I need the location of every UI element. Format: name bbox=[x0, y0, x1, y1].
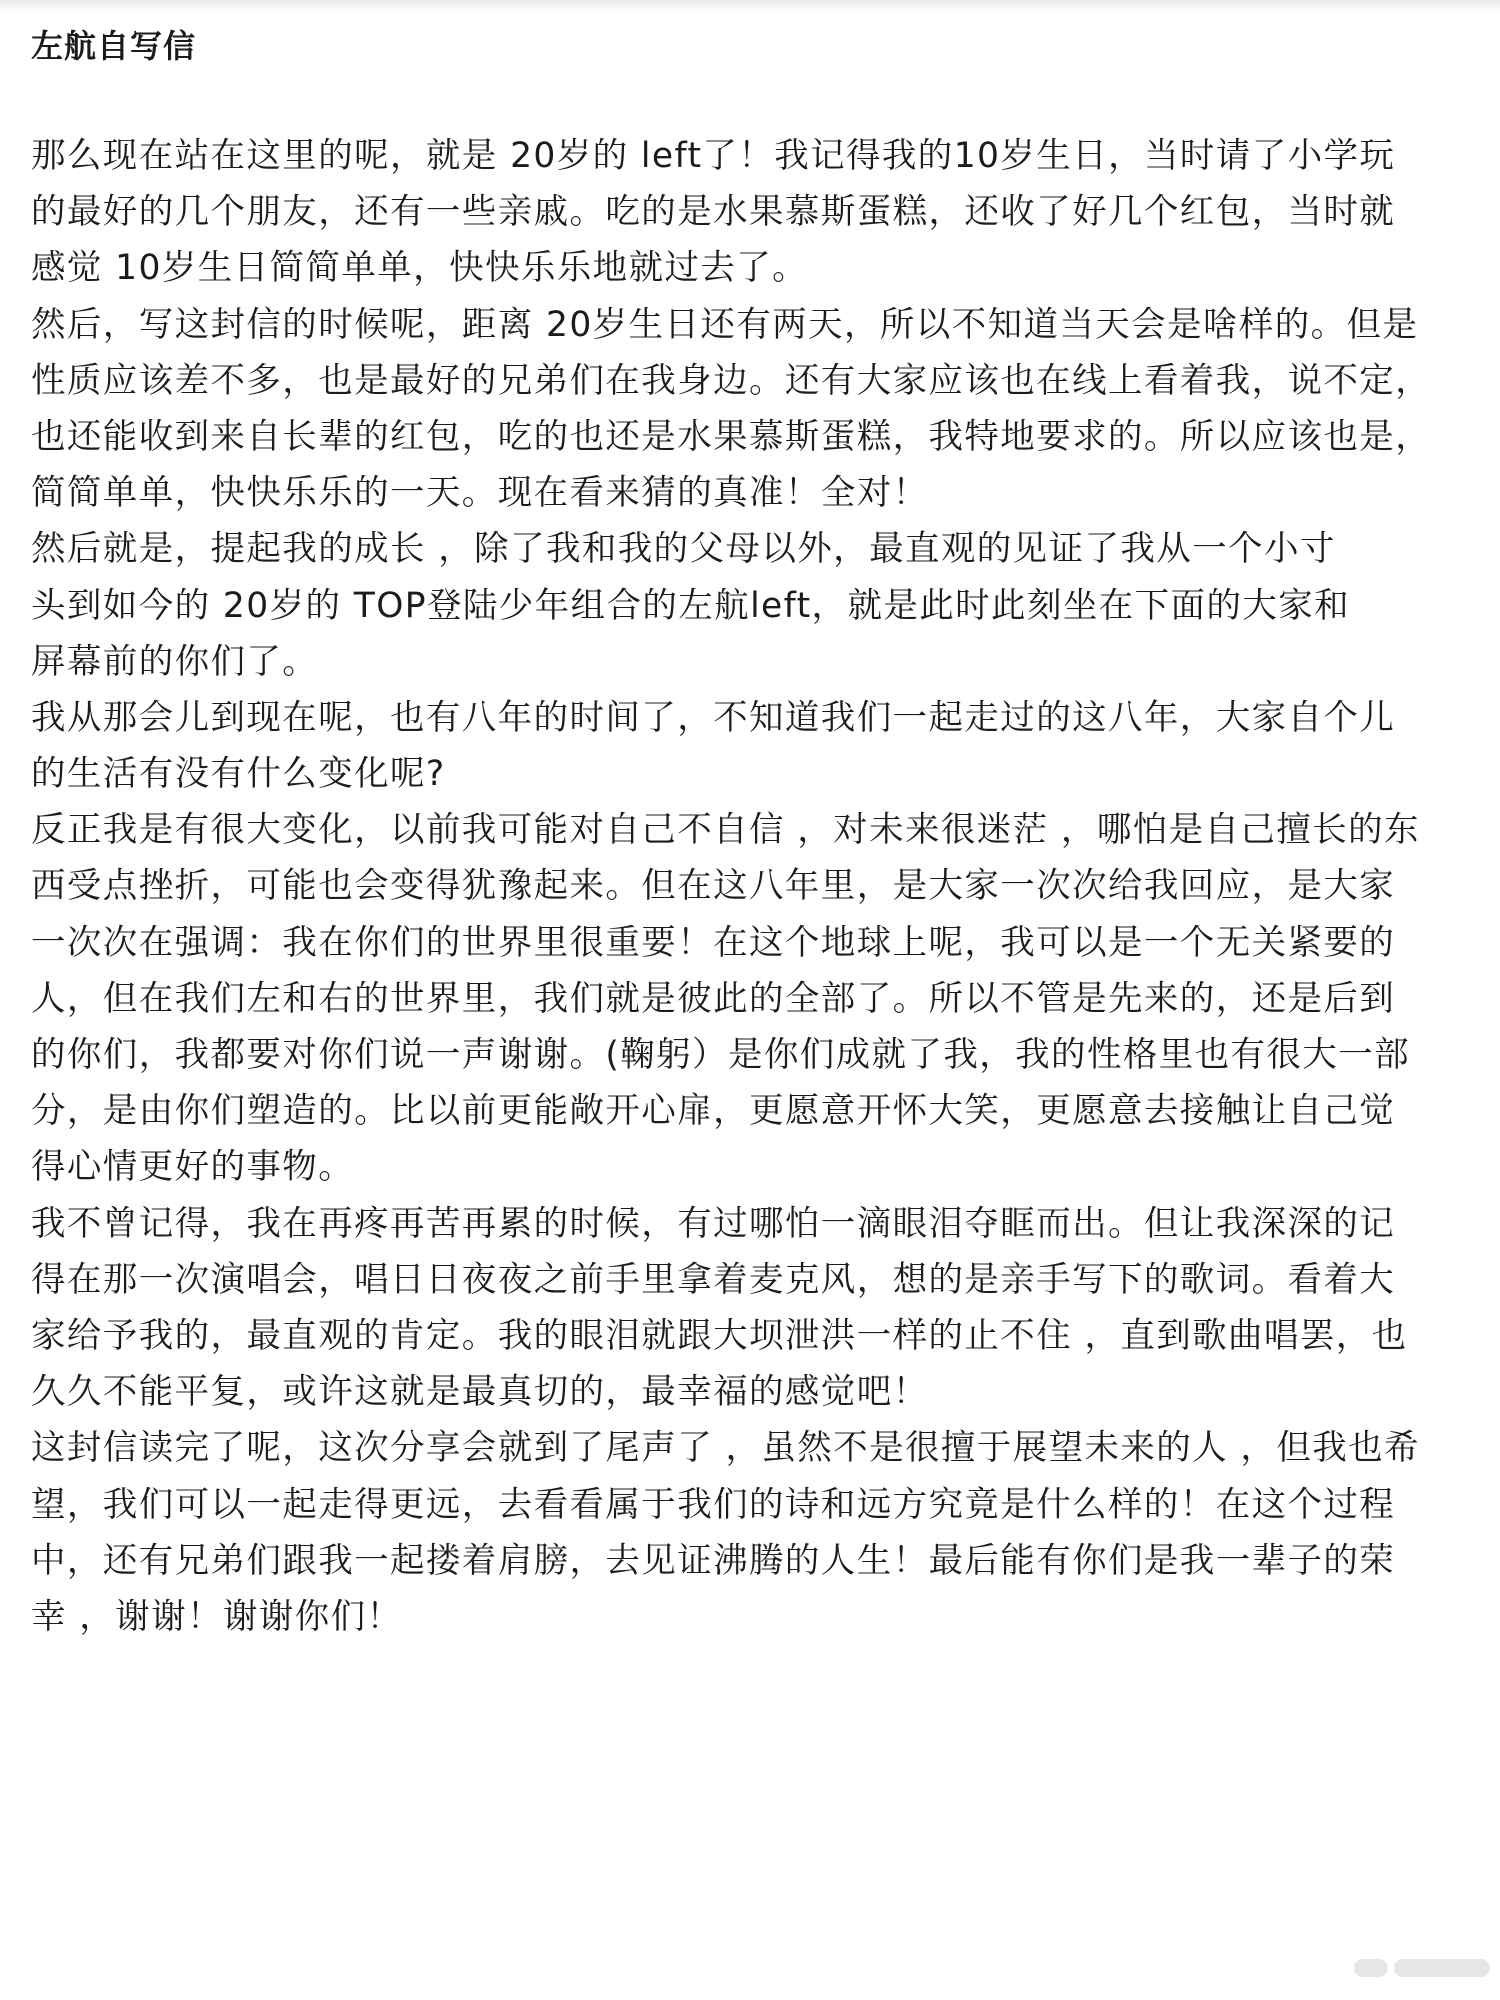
letter-line: 分，是由你们塑造的。比以前更能敞开心扉，更愿意开怀大笑，更愿意去接触让自己觉 bbox=[31, 1091, 1396, 1132]
letter-line: 的你们，我都要对你们说一声谢谢。(鞠躬）是你们成就了我，我的性格里也有很大一部 bbox=[31, 1035, 1411, 1075]
watermark-logo-icon bbox=[1354, 1959, 1388, 1977]
letter-line: 头到如今的 20岁的 TOP登陆少年组合的左航left，就是此时此刻坐在下面的大家和 bbox=[31, 585, 1351, 626]
letter-line: 这封信读完了呢，这次分享会就到了尾声了 ，虽然不是很擅于展望未来的人 ，但我也希 bbox=[31, 1428, 1420, 1469]
letter-title: 左航自写信 bbox=[31, 27, 197, 65]
letter-line: 那么现在站在这里的呢，就是 20岁的 left了！我记得我的10岁生日，当时请了小学玩 bbox=[31, 136, 1396, 176]
letter-line: 西受点挫折，可能也会变得犹豫起来。但在这八年里，是大家一次次给我回应，是大家 bbox=[31, 866, 1396, 907]
letter-line: 也还能收到来自长辈的红包，吃的也还是水果慕斯蛋糕，我特地要求的。所以应该也是， bbox=[31, 416, 1432, 457]
watermark-text-shape bbox=[1394, 1959, 1490, 1977]
letter-line: 反正我是有很大变化，以前我可能对自己不自信 ，对未来很迷茫 ，哪怕是自己擅长的东 bbox=[31, 810, 1420, 851]
letter-line: 久久不能平复，或许这就是最真切的，最幸福的感觉吧！ bbox=[31, 1372, 929, 1413]
letter-line: 我不曾记得，我在再疼再苦再累的时候，有过哪怕一滴眼泪夺眶而出。但让我深深的记 bbox=[31, 1203, 1396, 1244]
watermark bbox=[1340, 1946, 1490, 1990]
letter-line: 一次次在强调：我在你们的世界里很重要！在这个地球上呢，我可以是一个无关紧要的 bbox=[31, 922, 1396, 963]
letter-line: 简简单单，快快乐乐的一天。现在看来猜的真准！全对！ bbox=[31, 473, 929, 514]
letter-line: 性质应该差不多，也是最好的兄弟们在我身边。还有大家应该也在线上看着我，说不定， bbox=[31, 360, 1432, 401]
letter-line: 感觉 10岁生日简简单单，快快乐乐地就过去了。 bbox=[31, 248, 809, 289]
letter-line: 得在那一次演唱会，唱日日夜夜之前手里拿着麦克风，想的是亲手写下的歌词。看着大 bbox=[31, 1259, 1396, 1300]
letter-line: 望，我们可以一起走得更远，去看看属于我们的诗和远方究竟是什么样的！在这个过程 bbox=[31, 1484, 1396, 1525]
letter-line: 的最好的几个朋友，还有一些亲戚。吃的是水果慕斯蛋糕，还收了好几个红包，当时就 bbox=[31, 192, 1396, 233]
letter-line: 家给予我的，最直观的肯定。我的眼泪就跟大坝泄洪一样的止不住 ，直到歌曲唱罢，也 bbox=[31, 1315, 1408, 1356]
letter-line: 的生活有没有什么变化呢? bbox=[31, 754, 446, 795]
letter-line: 人，但在我们左和右的世界里，我们就是彼此的全部了。所以不管是先来的，还是后到 bbox=[31, 978, 1396, 1019]
letter-line: 然后，写这封信的时候呢，距离 20岁生日还有两天，所以不知道当天会是啥样的。但是 bbox=[31, 304, 1419, 345]
letter-line: 然后就是，提起我的成长 ，除了我和我的父母以外，最直观的见证了我从一个小寸 bbox=[31, 529, 1336, 570]
letter-body bbox=[31, 128, 1481, 1645]
letter-line: 屏幕前的你们了。 bbox=[31, 641, 319, 682]
letter-line: 我从那会儿到现在呢，也有八年的时间了，不知道我们一起走过的这八年，大家自个儿 bbox=[31, 697, 1396, 738]
letter-line: 中，还有兄弟们跟我一起搂着肩膀，去见证沸腾的人生！最后能有你们是我一辈子的荣 bbox=[31, 1540, 1396, 1581]
letter-line: 得心情更好的事物。 bbox=[31, 1147, 355, 1188]
letter-line: 幸 ，谢谢！谢谢你们！ bbox=[31, 1596, 403, 1637]
top-edge-shadow bbox=[0, 0, 1500, 14]
